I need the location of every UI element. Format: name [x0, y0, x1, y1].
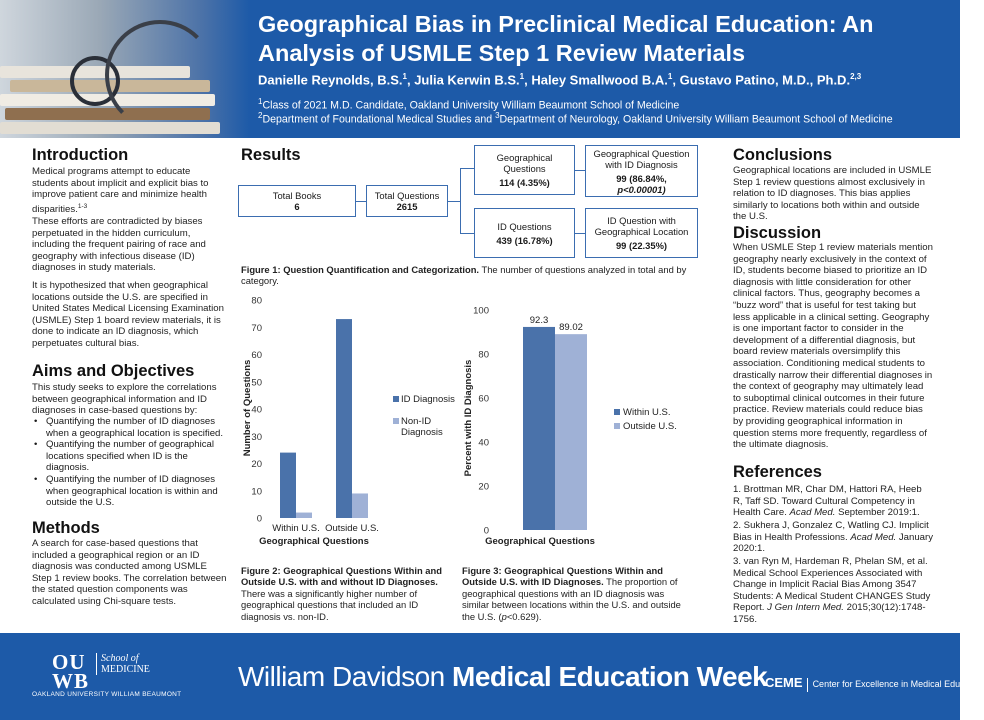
methods-heading: Methods [32, 519, 100, 537]
flow-box-value-pvalue: p<0.00001) [617, 183, 666, 195]
logo-letters-bottom: WB [52, 669, 90, 693]
discussion-paragraph: When USMLE Step 1 review materials mention geography nearly exclusively in the context of ID, students become biased to prioritize an ID diagnosis with little consideration for other clinical factors. Thus, geography becomes a “buzz word” that is useful for test taking but less applicable in a clinical setting. Geography is one important factor to consider in the development of a differential diagnosis, but board review materials oversimplify this association. Conditioning medical students to drastically narrow their differential diagnoses in the context of geography may ultimately lead to suboptimal clinical outcomes in their future practice. Review materials could reduce bias by providing geographical information in question stems more frequently, regardless of the ultimate diagnosis. [733, 242, 933, 451]
chart-questions-within-outside-us [238, 288, 460, 550]
ceme-divider [807, 678, 808, 692]
figure-2-caption-text: There was a significantly higher number of geographical questions that included an ID diagnosis vs. non-ID. [241, 587, 419, 622]
figure-1-caption [241, 264, 701, 287]
bar [296, 513, 312, 518]
reference-text: 1. Brottman MR, Char DM, Hattori RA, Heeb R, Taff SD. Toward Cultural Competency in Health Care. [733, 484, 922, 519]
y-tick-label: 60 [478, 393, 489, 405]
stethoscope-tube-icon [105, 20, 215, 130]
poster-title: Geographical Bias in Preclinical Medical Education: An Analysis of USMLE Step 1 Review Materials [258, 11, 874, 66]
affiliation-1 [258, 97, 948, 112]
author-affiliation-sup: 1 [667, 72, 673, 81]
author-affiliation-sup: 2,3 [850, 72, 862, 81]
y-tick-label: 0 [483, 525, 489, 537]
book-graphic [0, 122, 220, 134]
y-tick-label: 70 [251, 322, 262, 334]
chart-1-y-axis [251, 296, 262, 525]
y-tick-label: 100 [473, 305, 489, 317]
bar [336, 319, 352, 518]
chart-1-legend [393, 394, 455, 438]
legend-label: ID Diagnosis [401, 394, 455, 405]
legend-label: Outside U.S. [623, 421, 677, 432]
figure-3-caption-title: Figure 3: Geographical Questions Within and Outside U.S. with ID Diagnoses. [462, 565, 663, 588]
reference-journal: J Gen Intern Med. [767, 602, 844, 614]
flow-connector-branch [460, 168, 474, 234]
flow-box-id-with-geographical [585, 208, 698, 258]
figure-2-caption-title: Figure 2: Geographical Questions Within and Outside U.S. with and without ID Diagnoses. [241, 565, 442, 588]
y-tick-label: 0 [256, 513, 262, 525]
chart-2-x-axis-title: Geographical Questions [485, 536, 595, 547]
flow-box-label: Geographical Question with ID Diagnosis [593, 147, 690, 170]
flow-box-total-questions [366, 185, 448, 217]
chart-1-y-axis-title: Number of Questions [242, 359, 253, 457]
list-item: • Quantifying the number of ID diagnoses when a geographical location is specified. [32, 416, 224, 439]
flow-box-label: ID Question with Geographical Location [594, 215, 689, 237]
flow-box-geographical-questions [474, 145, 575, 195]
footer-banner [0, 633, 984, 720]
ceme-name: Center for Excellence in Medical Education [812, 679, 984, 689]
introduction-heading: Introduction [32, 146, 129, 164]
figure-3-caption [462, 565, 686, 622]
affiliation-text: Department of Foundational Medical Studies and [262, 113, 496, 126]
bar [280, 453, 296, 518]
methods-paragraph: A search for case-based questions that included a geographical region or an ID diagnosis was conducted among USMLE Step 1 review books. The correlation between the stated question components was calculated using Chi-square tests. [32, 538, 227, 607]
data-label: 89.02 [559, 322, 583, 334]
legend-swatch [614, 409, 620, 415]
bar [555, 334, 587, 530]
chart-1-x-axis-title: Geographical Questions [259, 536, 369, 547]
logo-letters-top: OU [52, 650, 86, 674]
chart-2-legend [614, 407, 677, 432]
y-tick-label: 20 [478, 481, 489, 493]
logo-subtitle: OAKLAND UNIVERSITY WILLIAM BEAUMONT [32, 691, 182, 698]
legend-swatch [614, 423, 620, 429]
flow-box-value: 114 (4.35%) [499, 177, 550, 188]
event-title [238, 661, 767, 693]
citation-sup: 1-3 [77, 202, 88, 210]
legend-label: Non-ID [401, 416, 432, 427]
flow-box-geographical-with-id [585, 145, 698, 197]
aims-heading: Aims and Objectives [32, 362, 195, 380]
figure-3-caption-text: <0.629). [506, 610, 542, 622]
legend-label: Diagnosis [401, 427, 443, 438]
figure-1-caption-title: Figure 1: Question Quantification and Categorization. [241, 264, 480, 275]
reference-text: 2015;30(12):1748-1756. [733, 602, 926, 625]
y-tick-label: 40 [251, 404, 262, 416]
logo-school-line: MEDICINE [101, 664, 150, 675]
figure-1-caption-text: The number of questions analyzed in total and by category. [241, 264, 687, 287]
reference-text: 3. van Ryn M, Hardeman R, Phelan SM, et al. Medical School Experiences Associated with Change in Implicit Racial Bias Among 3547 Students: A Medical Student CHANGES Study Report. [733, 556, 931, 614]
chart-2-bars [523, 315, 587, 530]
discussion-heading: Discussion [733, 224, 822, 242]
figure-3-caption-p: p [501, 610, 507, 622]
author-list: Danielle Reynolds, B.S.$^1$, Julia Kerwin B.S.$^1$, Haley Smallwood B.A.$^1$, Gustavo Patino, M.D., Ph.D.$^{2,3}$ [258, 72, 862, 88]
legend-label: Within U.S. [623, 407, 671, 418]
flow-connector [356, 201, 366, 202]
flow-box-total-books [238, 185, 356, 217]
list-item: • Quantifying the number of ID diagnoses when geographical location is within and outside the U.S. [32, 474, 224, 509]
logo-letters [52, 650, 90, 693]
reference-item [733, 520, 933, 555]
flow-box-value: 2615 [396, 201, 418, 212]
affiliation-sup: 3 [495, 111, 500, 120]
reference-item [733, 484, 933, 519]
y-tick-label: 60 [251, 350, 262, 361]
flow-box-label: ID Questions [497, 220, 552, 232]
y-tick-label: 50 [251, 377, 262, 389]
x-tick-label: Outside U.S. [325, 523, 379, 534]
header-photo-books-stethoscope [0, 0, 250, 138]
reference-item [733, 556, 933, 626]
x-tick-label: Within U.S. [272, 523, 320, 534]
y-tick-label: 80 [478, 349, 489, 361]
header-banner [0, 0, 960, 138]
y-tick-label: 80 [251, 295, 262, 307]
affiliation-sup: 2 [258, 111, 263, 120]
figure-3-caption-text: The proportion of geographical questions with an ID diagnosis was similar between locations within the U.S. and outside the U.S. ( [462, 576, 681, 622]
y-tick-label: 10 [251, 486, 262, 498]
affiliation-text: Class of 2021 M.D. Candidate, Oakland University William Beaumont School of Medicine [262, 99, 680, 112]
aims-list [32, 416, 224, 509]
event-title-bold: Medical Education Week [452, 661, 768, 692]
aims-intro: This study seeks to explore the correlations between geographical information and ID diagnoses in case-based questions by: [32, 382, 217, 417]
ceme-logo [765, 675, 984, 692]
y-tick-label: 30 [251, 431, 262, 443]
chart-2-y-axis-title: Percent with ID Diagnosis [463, 359, 474, 477]
conclusions-heading: Conclusions [733, 146, 833, 164]
affiliation-2 [258, 111, 948, 126]
flow-box-id-questions [474, 208, 575, 258]
introduction-paragraph-2: These efforts are contradicted by biases perpetuated in the hidden curriculum, including the frequent pairing of race and geography with infectious disease (ID) diagnoses in study materials. [32, 216, 206, 274]
author-name: Julia Kerwin B.S. [414, 72, 520, 88]
logo-school-name [96, 653, 150, 675]
flow-box-label: Total Books [272, 190, 322, 201]
affiliation-sup: 1 [258, 97, 263, 106]
chart-2-y-axis [473, 306, 489, 537]
conclusions-paragraph: Geographical locations are included in USMLE Step 1 review questions almost exclusively in relation to ID diagnoses. This bias applies similarly to locations both within and outside the U.S. [733, 165, 932, 223]
flow-box-value: 99 (86.84%, [616, 172, 667, 184]
chart-1-x-axis [272, 523, 379, 534]
y-tick-label: 40 [478, 437, 489, 449]
references-heading: References [733, 463, 822, 481]
results-heading: Results [241, 146, 301, 164]
reference-journal: Acad Med. [850, 531, 897, 543]
flow-box-value: 439 (16.78%) [496, 234, 553, 246]
author-affiliation-sup: 1 [519, 72, 525, 81]
chart-percent-id-diagnosis [460, 298, 700, 550]
reference-journal: Acad Med. [789, 507, 836, 519]
data-label: 92.3 [529, 314, 549, 326]
flow-box-value: 6 [294, 201, 300, 212]
y-tick-label: 20 [251, 459, 262, 470]
reference-text: September 2019:1. [835, 507, 920, 519]
flow-connector [575, 233, 585, 234]
bar [352, 493, 368, 518]
list-item: • Quantifying the number of geographical locations specified when ID is the diagnosis. [32, 439, 224, 474]
author-name: Haley Smallwood B.A. [531, 72, 668, 88]
school-logo [52, 650, 150, 693]
bar [523, 327, 555, 530]
reference-text: January 2020:1. [733, 531, 933, 555]
chart-1-bars [280, 319, 368, 518]
flow-connector [575, 170, 585, 171]
flow-box-label: Geographical Questions [496, 152, 553, 174]
flow-box-value: 99 (22.35%) [615, 240, 668, 251]
affiliation-text: Department of Neurology, Oakland University William Beaumont School of Medicine [499, 113, 893, 126]
reference-text: 2. Sukhera J, Gonzalez C, Watling CJ. Implicit Bias in Health Professions. [733, 520, 929, 543]
legend-swatch [393, 418, 399, 424]
logo-school-line: School of [101, 653, 139, 664]
introduction-text: Medical programs attempt to educate students about implicit and explicit bias to improve patient care and minimize health disparities. [32, 166, 209, 215]
figure-2-caption [241, 565, 453, 622]
event-title-prefix: William Davidson [238, 661, 452, 692]
author-affiliation-sup: 1 [402, 72, 407, 81]
introduction-paragraph-1 [32, 166, 222, 216]
author-name: Danielle Reynolds, B.S. [258, 72, 403, 88]
introduction-paragraph-3: It is hypothesized that when geographical locations outside the U.S. are specified in United States Medical Licensing Examination (USMLE) Step 1 board review materials, it is done to indicate an ID diagnosis, which perpetuates cultural bias. [32, 280, 224, 349]
author-name: Gustavo Patino, M.D., Ph.D. [679, 72, 851, 88]
flow-connector [448, 201, 460, 202]
ceme-abbr: CEME [765, 675, 803, 690]
legend-swatch [393, 396, 399, 402]
flow-box-label: Total Questions [374, 190, 440, 201]
